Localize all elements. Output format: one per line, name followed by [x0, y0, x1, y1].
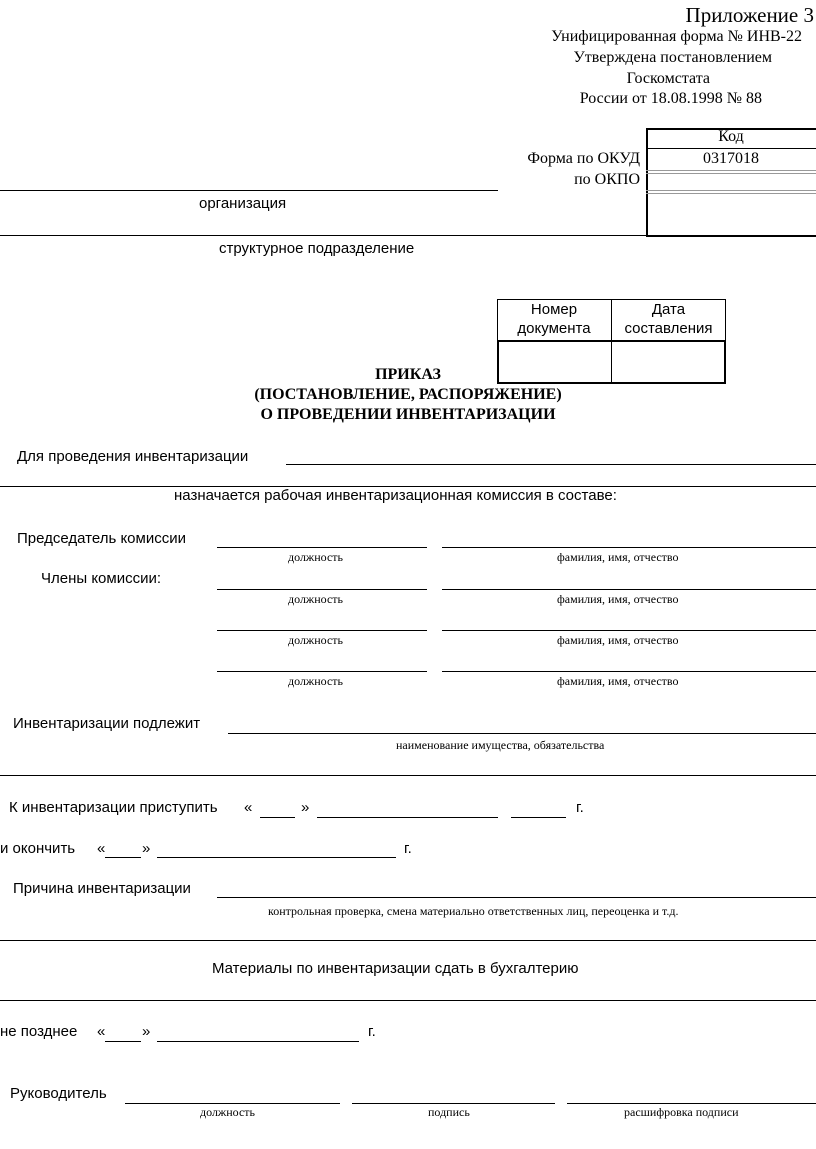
code-divider [646, 148, 816, 149]
chairman-position-caption: должность [288, 550, 343, 564]
for-inventory-label: Для проведения инвентаризации [17, 448, 249, 465]
title-line-3: О ПРОВЕДЕНИИ ИНВЕНТАРИЗАЦИИ [260, 406, 556, 423]
approval-line-2: Госкомстата [626, 70, 710, 87]
materials-text: Материалы по инвентаризации сдать в бухгалтерию [212, 960, 579, 977]
okpo-divider-top [646, 173, 816, 174]
finish-quote-open: « [97, 840, 106, 857]
deadline-quote-close: » [142, 1023, 151, 1040]
organization-line [0, 190, 498, 191]
members-label: Члены комиссии: [41, 570, 162, 587]
head-position-field[interactable] [125, 1103, 340, 1104]
subject-field-2[interactable] [0, 775, 816, 776]
member1-position-field[interactable] [217, 589, 427, 590]
appendix-label: Приложение 3 [685, 3, 814, 27]
subdivision-caption: структурное подразделение [219, 240, 415, 257]
materials-field[interactable] [0, 1000, 816, 1001]
chairman-fio-field[interactable] [442, 547, 816, 548]
head-decoding-field[interactable] [567, 1103, 816, 1104]
organization-caption: организация [199, 195, 287, 212]
member1-fio-caption: фамилия, имя, отчество [557, 592, 679, 606]
okpo-label: по ОКПО [574, 171, 640, 188]
doc-table-value-divider [611, 340, 612, 384]
start-quote-open: « [244, 799, 253, 816]
chairman-fio-caption: фамилия, имя, отчество [557, 550, 679, 564]
chairman-position-field[interactable] [217, 547, 427, 548]
finish-month-field[interactable] [157, 857, 396, 858]
reason-label: Причина инвентаризации [13, 880, 191, 897]
subject-field[interactable] [228, 733, 816, 734]
deadline-quote-open: « [97, 1023, 106, 1040]
deadline-year-suffix: г. [368, 1023, 376, 1040]
start-year-suffix: г. [576, 799, 584, 816]
start-day-field[interactable] [260, 817, 295, 818]
okpo-divider-2 [646, 193, 816, 194]
head-label: Руководитель [10, 1085, 107, 1102]
member3-fio-caption: фамилия, имя, отчество [557, 674, 679, 688]
finish-quote-close: » [142, 840, 151, 857]
head-decoding-caption: расшифровка подписи [624, 1105, 739, 1119]
subdivision-line [0, 235, 646, 236]
member2-position-caption: должность [288, 633, 343, 647]
reason-field[interactable] [217, 897, 816, 898]
head-signature-caption: подпись [428, 1105, 470, 1119]
doc-number-header-1: Номер [530, 301, 578, 318]
head-signature-field[interactable] [352, 1103, 555, 1104]
subject-caption: наименование имущества, обязательства [396, 738, 605, 752]
title-line-1: ПРИКАЗ [375, 366, 441, 383]
finish-day-field[interactable] [105, 857, 141, 858]
start-year-field[interactable] [511, 817, 566, 818]
member3-fio-field[interactable] [442, 671, 816, 672]
finish-label: и окончить [0, 840, 76, 857]
reason-field-2[interactable] [0, 940, 816, 941]
approval-line-1: Утверждена постановлением [573, 49, 772, 66]
code-header: Код [718, 128, 744, 145]
form-name: Унифицированная форма № ИНВ-22 [551, 28, 802, 45]
doc-date-header-1: Дата [651, 301, 686, 318]
chairman-label: Председатель комиссии [17, 530, 186, 547]
member1-fio-field[interactable] [442, 589, 816, 590]
start-quote-close: » [301, 799, 310, 816]
reason-caption: контрольная проверка, смена материально ответственных лиц, переоценка и т.д. [268, 904, 679, 918]
deadline-day-field[interactable] [105, 1041, 141, 1042]
member3-position-caption: должность [288, 674, 343, 688]
for-inventory-field[interactable] [286, 464, 816, 465]
member2-fio-field[interactable] [442, 630, 816, 631]
member3-position-field[interactable] [217, 671, 427, 672]
okud-label: Форма по ОКУД [527, 150, 640, 167]
doc-number-header-2: документа [517, 320, 591, 337]
subject-label: Инвентаризации подлежит [13, 715, 201, 732]
approval-line-3: России от 18.08.1998 № 88 [579, 90, 762, 107]
okud-divider [646, 170, 816, 171]
member2-position-field[interactable] [217, 630, 427, 631]
start-month-field[interactable] [317, 817, 498, 818]
member1-position-caption: должность [288, 592, 343, 606]
commission-text: назначается рабочая инвентаризационная комиссия в составе: [174, 487, 617, 504]
finish-year-suffix: г. [404, 840, 412, 857]
doc-date-header-2: составления [624, 320, 713, 337]
okpo-divider [646, 190, 816, 191]
member2-fio-caption: фамилия, имя, отчество [557, 633, 679, 647]
deadline-month-field[interactable] [157, 1041, 359, 1042]
okud-value: 0317018 [703, 150, 759, 167]
deadline-label: не позднее [0, 1023, 78, 1040]
title-line-2: (ПОСТАНОВЛЕНИЕ, РАСПОРЯЖЕНИЕ) [254, 386, 562, 403]
start-label: К инвентаризации приступить [9, 799, 218, 816]
head-position-caption: должность [200, 1105, 255, 1119]
